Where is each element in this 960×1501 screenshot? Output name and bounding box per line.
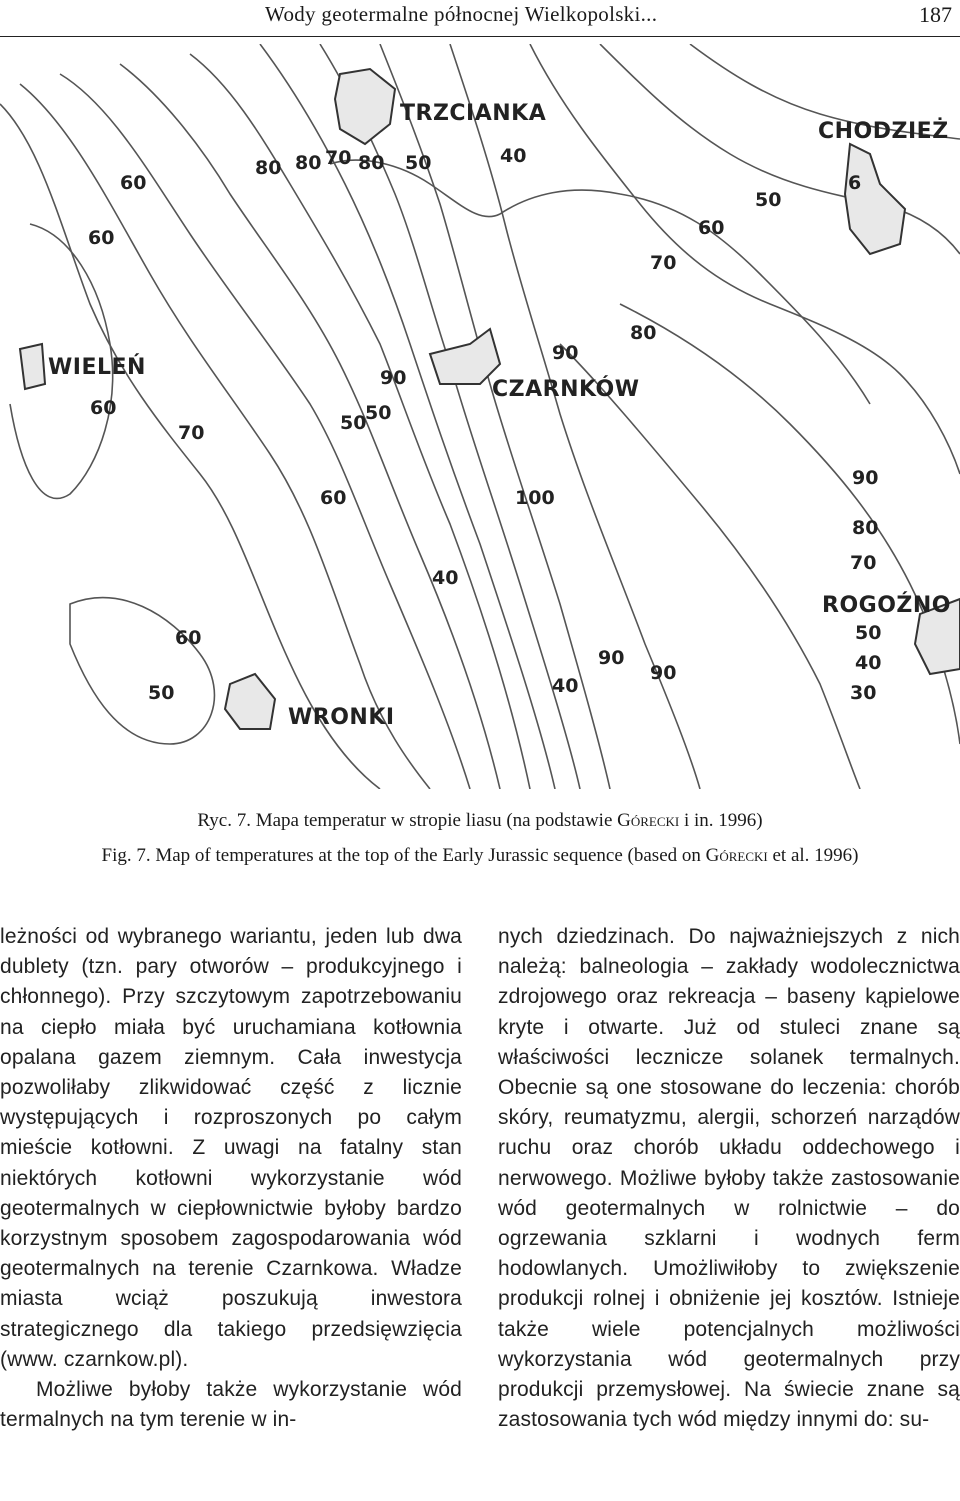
isotherm-label: 40 [432,567,459,589]
body-paragraph: Możliwe byłoby także wykorzystanie wód termalnych na tym terenie w in- [0,1378,462,1432]
body-paragraph: nych dziedzinach. Do najważniejszych z nich należą: balneologia – zakłady wodolecznictwa zdrojowego oraz rekreacja – baseny kąpielowe kryte i otwarte. Już od stuleci znane są właściwości lecznicze solanek termalnych. Obecnie są one stosowane do leczenia: chorób skóry, reumatyzmu, alergii, schorzeń narządów ruchu oraz chorób układu oddechowego i nerwowego. Możliwe byłoby także zastosowanie wód geotermalnych w rolnictwie – do ogrzewania szklarni i wodnych ferm hodowlanych. Umożliwiłoby to zwiększenie produkcji rolnej i obniżenie jej kosztów. Istnieje także wiele potencjalnych możliwości wykorzystania wód geotermalnych przy produkcji przemysłowej. Na świecie znane są zastosowania tych wód między innymi do: su- [498,925,960,1432]
town-shape-trzcianka [335,69,395,144]
isotherm-label: 6 [848,172,862,194]
isotherm-label: 70 [850,552,877,574]
isotherm-label: 50 [148,682,175,704]
figure-caption-english: Fig. 7. Map of temperatures at the top of the Early Jurassic sequence (based on Górecki et al. 1996) [101,845,859,866]
town-label-wronki: WRONKI [288,705,395,730]
town-shape-czarnkow [430,329,500,384]
town-label-rogozno: ROGOŹNO [822,593,951,618]
isotherm-label: 90 [598,647,625,669]
isotherm-label: 30 [850,682,877,704]
isotherm-lines [0,44,960,789]
isotherm-label: 90 [852,467,879,489]
isotherm-label: 90 [552,342,579,364]
text-column-left [0,922,462,1435]
town-label-wielen: WIELEŃ [48,355,146,380]
isotherm-label: 90 [650,662,677,684]
isotherm-label: 40 [855,652,882,674]
town-shape-chodziez [845,144,905,254]
running-header [0,0,960,34]
isotherm-label: 40 [552,675,579,697]
body-paragraph: leżności od wybranego wariantu, jeden lub dwa dublety (tzn. pary otworów – produkcyjnego i chłonnego). Przy szczytowym zapotrzebowaniu na ciepło miała być uruchamiana kotłownia opalana gazem ziemnym. Cała inwestycja pozwoliłaby zlikwidować część z licznie występujących i rozproszonych po całym mieście kotłowni. Z uwagi na fatalny stan niektórych kotłowni wykorzystanie wód geotermalnych w ciepłownictwie byłoby bardzo korzystnym sposobem zagospodarowania wód geotermalnych na terenie Czarnkowa. Władze miasta wciąż poszukują inwestora strategicznego dla takiego przedsięwzięcia (www. czarnkow.pl). [0,925,462,1371]
isotherm-label: 80 [852,517,879,539]
isotherm-label: 90 [380,367,407,389]
town-label-chodziez: CHODZIEŻ [818,119,949,144]
figure-caption-polish: Ryc. 7. Mapa temperatur w stropie liasu (na podstawie Górecki i in. 1996) [197,810,763,831]
town-label-czarnkow: CZARNKÓW [492,377,640,402]
isotherm-label: 60 [698,217,725,239]
isotherm-label: 80 [358,152,385,174]
isotherm-label: 50 [755,189,782,211]
town-shape-wronki [225,674,275,729]
isotherm-label: 100 [515,487,555,509]
isotherm-label: 50 [365,402,392,424]
isotherm-label: 60 [90,397,117,419]
town-shape-wielen [20,344,45,389]
temperature-map [0,44,960,789]
isotherm-label: 50 [340,412,367,434]
isotherm-label: 80 [630,322,657,344]
isotherm-map-svg [0,44,960,789]
running-title: Wody geotermalne północnej Wielkopolski... [265,2,658,26]
isotherm-label: 50 [405,152,432,174]
town-label-trzcianka: TRZCIANKA [400,101,547,126]
header-rule [0,36,960,37]
isotherm-label: 80 [295,152,322,174]
isotherm-label: 70 [650,252,677,274]
isotherm-label: 80 [255,157,282,179]
page-number: 187 [919,2,952,27]
isotherm-label: 60 [88,227,115,249]
isotherm-label: 40 [500,145,527,167]
isotherm-label: 60 [120,172,147,194]
isotherm-label: 60 [175,627,202,649]
isotherm-label: 70 [325,147,352,169]
isotherm-label: 70 [178,422,205,444]
text-column-right [498,922,960,1435]
isotherm-label: 50 [855,622,882,644]
isotherm-label: 60 [320,487,347,509]
